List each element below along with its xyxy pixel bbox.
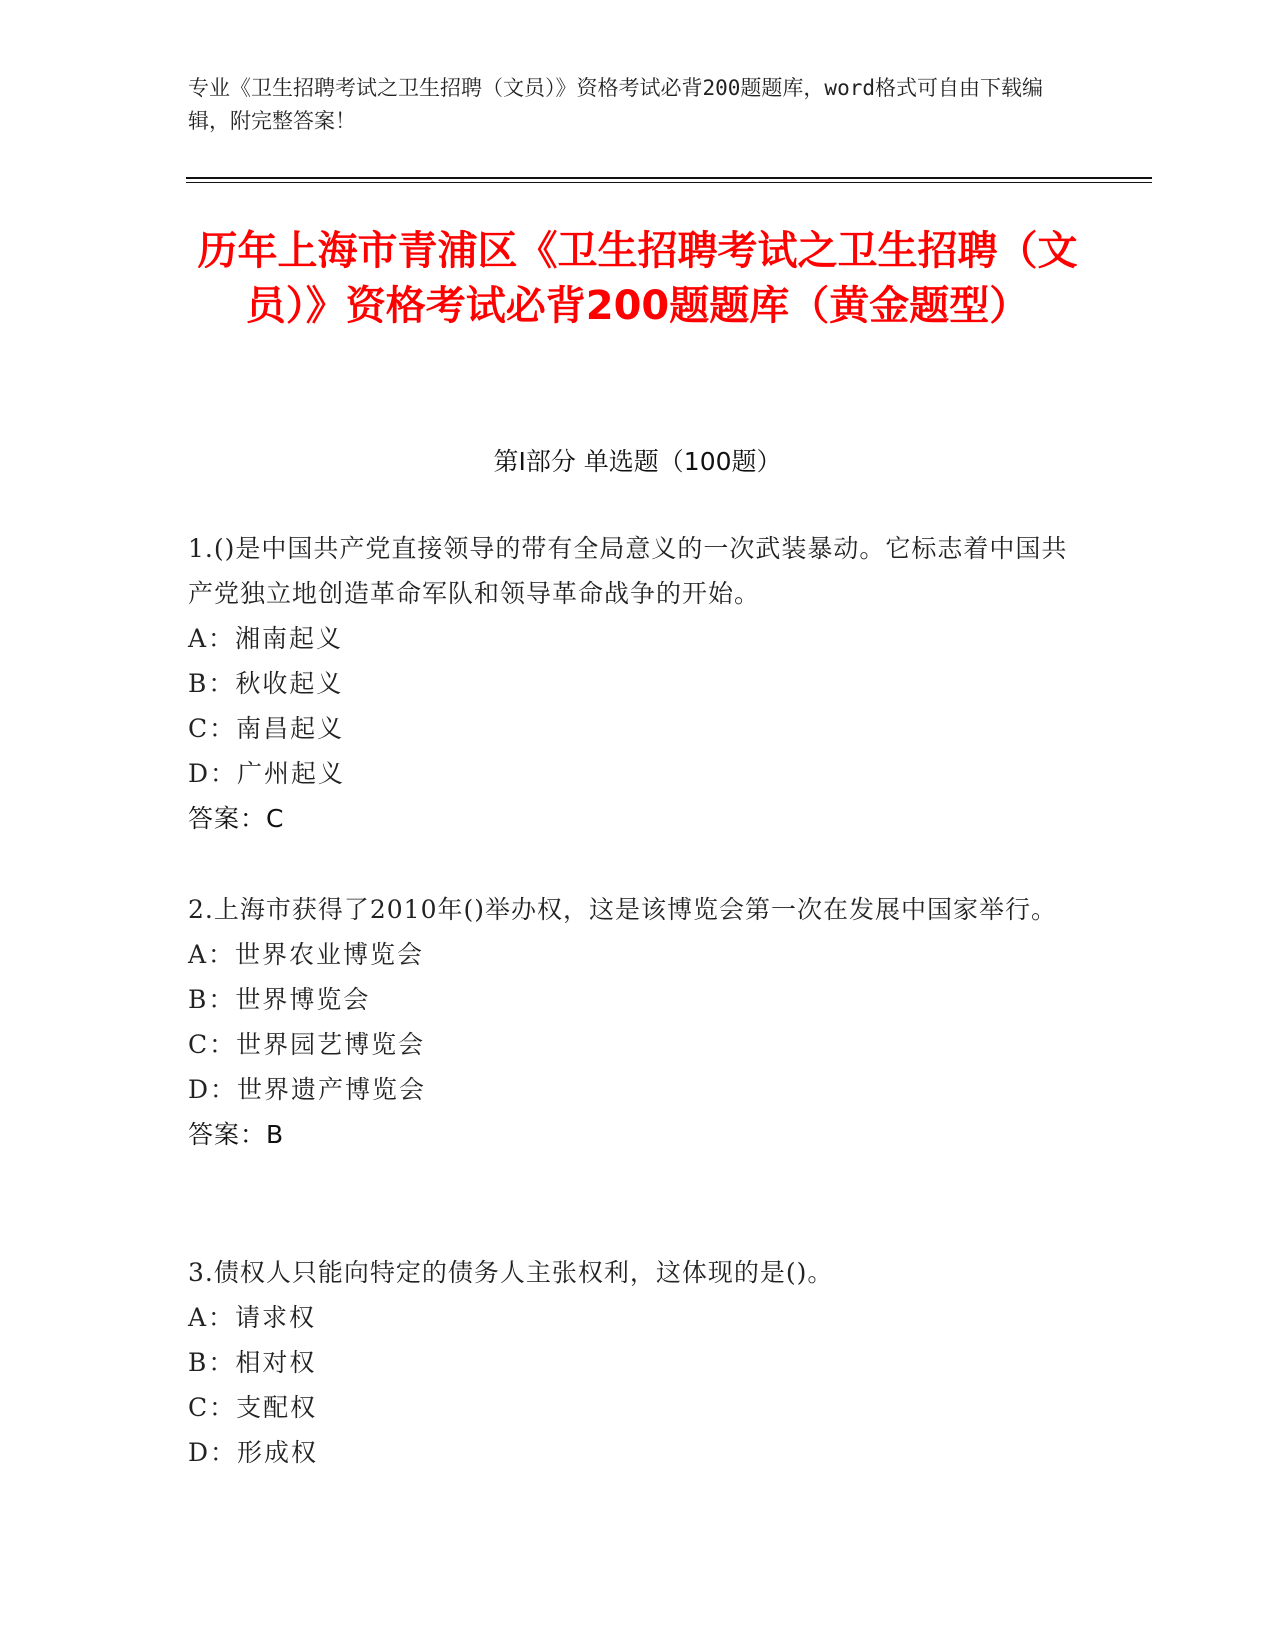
answer-line: 答案：B (188, 1120, 285, 1149)
option-a: A：湘南起义 (188, 624, 344, 653)
section-heading: 第I部分 单选题（100题） (493, 447, 782, 476)
question-3 (188, 1250, 1068, 1475)
option-c: C：南昌起义 (188, 714, 345, 743)
question-1 (188, 526, 1068, 842)
answer-line: 答案：C (188, 804, 285, 833)
option-b: B：相对权 (188, 1348, 317, 1377)
option-d: D：广州起义 (188, 759, 346, 788)
question-stem: 3.债权人只能向特定的债务人主张权利，这体现的是()。 (188, 1258, 834, 1287)
option-d: D：世界遗产博览会 (188, 1075, 427, 1104)
option-a: A：请求权 (188, 1303, 317, 1332)
option-b: B：世界博览会 (188, 985, 371, 1014)
document-title: 历年上海市青浦区《卫生招聘考试之卫生招聘（文员）》资格考试必背200题题库（黄金题型） (197, 228, 1078, 329)
header-divider-thin (186, 182, 1152, 183)
header-divider-thick (186, 177, 1152, 179)
question-2 (188, 887, 1068, 1158)
question-stem: 1.()是中国共产党直接领导的带有全局意义的一次武装暴动。它标志着中国共产党独立地创造革命军队和领导革命战争的开始。 (188, 534, 1068, 608)
question-stem: 2.上海市获得了2010年()举办权，这是该博览会第一次在发展中国家举行。 (188, 895, 1057, 924)
option-a: A：世界农业博览会 (188, 940, 425, 969)
option-b: B：秋收起义 (188, 669, 344, 698)
option-d: D：形成权 (188, 1438, 319, 1467)
option-c: C：世界园艺博览会 (188, 1030, 426, 1059)
document-header-note: 专业《卫生招聘考试之卫生招聘（文员）》资格考试必背200题题库，word格式可自由下载编辑，附完整答案！ (188, 76, 1043, 133)
option-c: C：支配权 (188, 1393, 318, 1422)
